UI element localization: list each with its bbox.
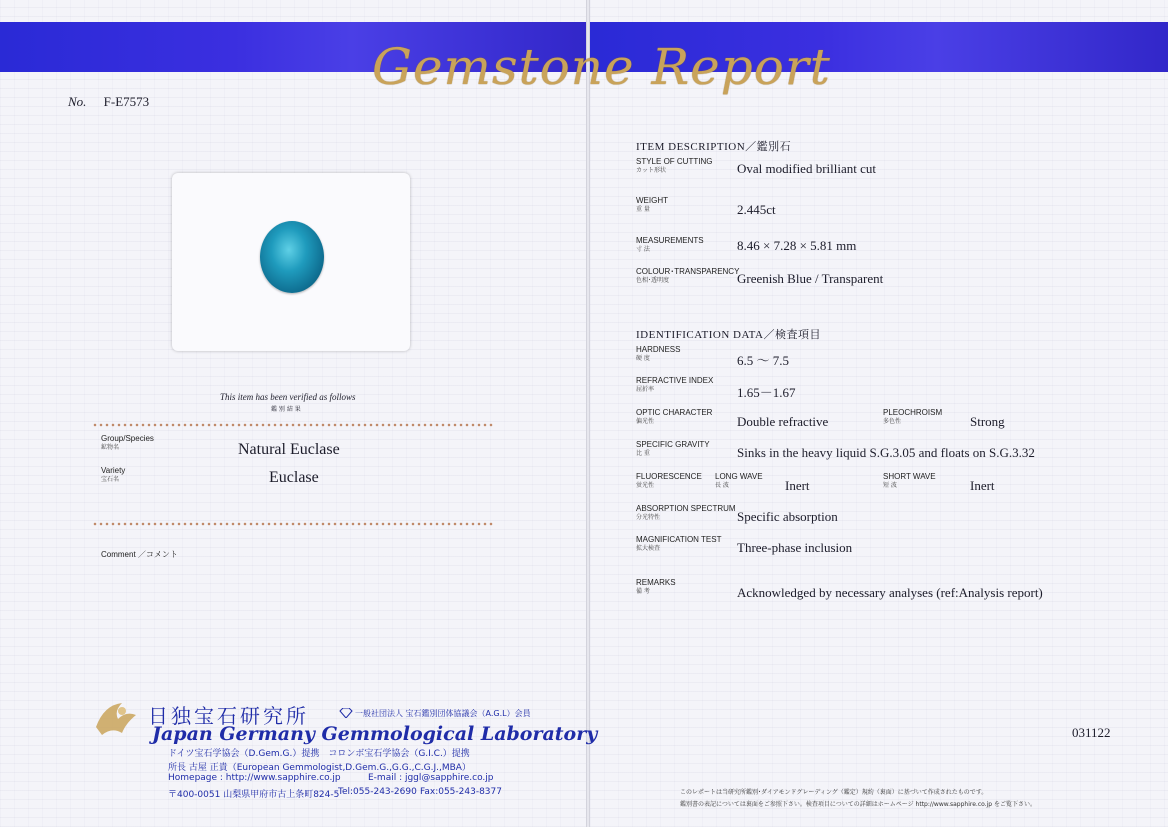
variety-label-block xyxy=(101,466,125,484)
hardness-value: 6.5 ～ 7.5 xyxy=(737,353,790,368)
pleo-value: Strong xyxy=(970,414,1005,429)
fluor-label-jp: 蛍光性 xyxy=(636,482,655,489)
lab-logo-icon xyxy=(92,697,142,739)
pleo-label-jp: 多色性 xyxy=(883,418,902,425)
group-label: Group/Species xyxy=(101,434,154,443)
comment-label: Comment ／コメント xyxy=(101,550,178,559)
short-wave-label-jp: 短 波 xyxy=(883,482,897,489)
cutting-label-jp: カット形状 xyxy=(636,167,666,174)
group-label-jp: 鉱物名 xyxy=(101,444,120,451)
variety-label: Variety xyxy=(101,466,126,475)
sg-label: SPECIFIC GRAVITY xyxy=(636,440,710,449)
variety-label-jp: 宝石名 xyxy=(101,476,120,483)
abs-value: Specific absorption xyxy=(737,509,838,524)
colour-label: COLOUR･TRANSPARENCY xyxy=(636,267,740,276)
fluor-label-block xyxy=(636,472,702,490)
sg-label-jp: 比 重 xyxy=(636,450,650,457)
lab-association: 一般社団法人 宝石鑑別団体協議会（A.G.L）会員 xyxy=(355,709,531,718)
weight-label: WEIGHT xyxy=(636,196,668,205)
pleo-label-block xyxy=(883,408,942,426)
lab-address: 〒400-0051 山梨県甲府市古上条町824-5 xyxy=(168,790,340,800)
verified-jp: 鑑 別 結 果 xyxy=(271,406,301,413)
footer-note-1: このレポートは当研究所鑑別･ダイアモンドグレーディング（鑑定）規約（裏面）に基づいて作成されたものです。 xyxy=(680,789,988,796)
mag-label-jp: 拡大検査 xyxy=(636,545,661,552)
diamond-icon xyxy=(339,708,353,718)
lab-name-jp: 日独宝石研究所 xyxy=(148,704,309,728)
item-label-colour xyxy=(636,267,739,285)
sg-label-block xyxy=(636,440,710,458)
remarks-value: Acknowledged by necessary analyses (ref:Analysis report) xyxy=(737,585,1043,600)
colour-label-jp: 色相･透明度 xyxy=(636,277,670,284)
identification-heading: IDENTIFICATION DATA／検査項目 xyxy=(636,329,821,341)
measurements-label: MEASUREMENTS xyxy=(636,236,704,245)
gemstone-image xyxy=(260,221,324,293)
item-label-weight xyxy=(636,196,668,214)
remarks-label-block xyxy=(636,578,676,596)
optic-label-block xyxy=(636,408,712,426)
lab-tel: Tel:055-243-2690 xyxy=(338,787,417,797)
mag-value: Three-phase inclusion xyxy=(737,540,853,555)
variety-value: Euclase xyxy=(269,469,319,486)
verified-text: This item has been verified as follows xyxy=(220,392,356,402)
mag-label-block xyxy=(636,535,721,553)
measurements-label-jp: 寸 法 xyxy=(636,246,650,253)
number-label: No. xyxy=(68,94,87,109)
long-wave-value: Inert xyxy=(785,478,810,493)
ri-label-block xyxy=(636,376,713,394)
pleo-label: PLEOCHROISM xyxy=(883,408,943,417)
lab-affiliation: ドイツ宝石学協会（D.Gem.G.）提携 コロンボ宝石学協会（G.I.C.）提携 xyxy=(168,749,470,759)
remarks-label-jp: 備 考 xyxy=(636,588,650,595)
lab-name-en: Japan Germany Gemmological Laboratory xyxy=(152,723,598,745)
optic-label: OPTIC CHARACTER xyxy=(636,408,713,417)
fluor-label: FLUORESCENCE xyxy=(636,472,702,481)
footer-note-2: 鑑別書の表記については裏面をご参照下さい。検査項目についての詳細はホームページ http://www.sapphire.co.jp をご覧下さい。 xyxy=(680,801,1036,808)
optic-label-jp: 偏光性 xyxy=(636,418,655,425)
abs-label: ABSORPTION SPECTRUM xyxy=(636,504,736,513)
long-wave-label: LONG WAVE xyxy=(715,472,763,481)
short-wave-value: Inert xyxy=(970,478,995,493)
short-wave-label-block xyxy=(883,472,936,490)
abs-label-block xyxy=(636,504,736,522)
short-wave-label: SHORT WAVE xyxy=(883,472,936,481)
ri-label: REFRACTIVE INDEX xyxy=(636,376,714,385)
abs-label-jp: 分光特性 xyxy=(636,514,661,521)
ri-value: 1.65－1.67 xyxy=(737,385,796,400)
cutting-label: STYLE OF CUTTING xyxy=(636,157,713,166)
measurements-value: 8.46 × 7.28 × 5.81 mm xyxy=(737,238,857,253)
lab-director: 所長 古屋 正貴（European Gemmologist,D.Gem.G.,G.G.,C.G.J.,MBA） xyxy=(168,763,471,773)
hardness-label-jp: 硬 度 xyxy=(636,355,650,362)
lab-homepage: Homepage : http://www.sapphire.co.jp xyxy=(168,773,341,783)
hardness-label-block xyxy=(636,345,680,363)
optic-value: Double refractive xyxy=(737,414,829,429)
weight-value: 2.445ct xyxy=(737,202,776,217)
divider-top xyxy=(92,423,494,427)
weight-label-jp: 重 量 xyxy=(636,206,650,213)
lab-email: E-mail : jggl@sapphire.co.jp xyxy=(368,773,494,783)
ri-label-jp: 屈折率 xyxy=(636,386,655,393)
mag-label: MAGNIFICATION TEST xyxy=(636,535,722,544)
gem-photo-card xyxy=(172,173,410,351)
cutting-value: Oval modified brilliant cut xyxy=(737,161,876,176)
item-label-cutting xyxy=(636,157,712,175)
colour-value: Greenish Blue / Transparent xyxy=(737,271,884,286)
long-wave-label-jp: 長 波 xyxy=(715,482,729,489)
item-label-measurements xyxy=(636,236,704,254)
remarks-label: REMARKS xyxy=(636,578,676,587)
report-title: Gemstone Report xyxy=(372,38,831,96)
group-value: Natural Euclase xyxy=(238,441,340,458)
report-number xyxy=(68,94,149,110)
report-code: 031122 xyxy=(1072,725,1111,740)
sg-value: Sinks in the heavy liquid S.G.3.05 and floats on S.G.3.32 xyxy=(737,445,1035,460)
group-label-block xyxy=(101,434,154,452)
lab-fax: Fax:055-243-8377 xyxy=(420,787,502,797)
item-description-heading: ITEM DESCRIPTION／鑑別石 xyxy=(636,141,792,153)
page-fold xyxy=(586,0,590,827)
divider-bottom xyxy=(92,522,494,526)
hardness-label: HARDNESS xyxy=(636,345,681,354)
number-value: F-E7573 xyxy=(103,94,150,109)
long-wave-label-block xyxy=(715,472,763,490)
